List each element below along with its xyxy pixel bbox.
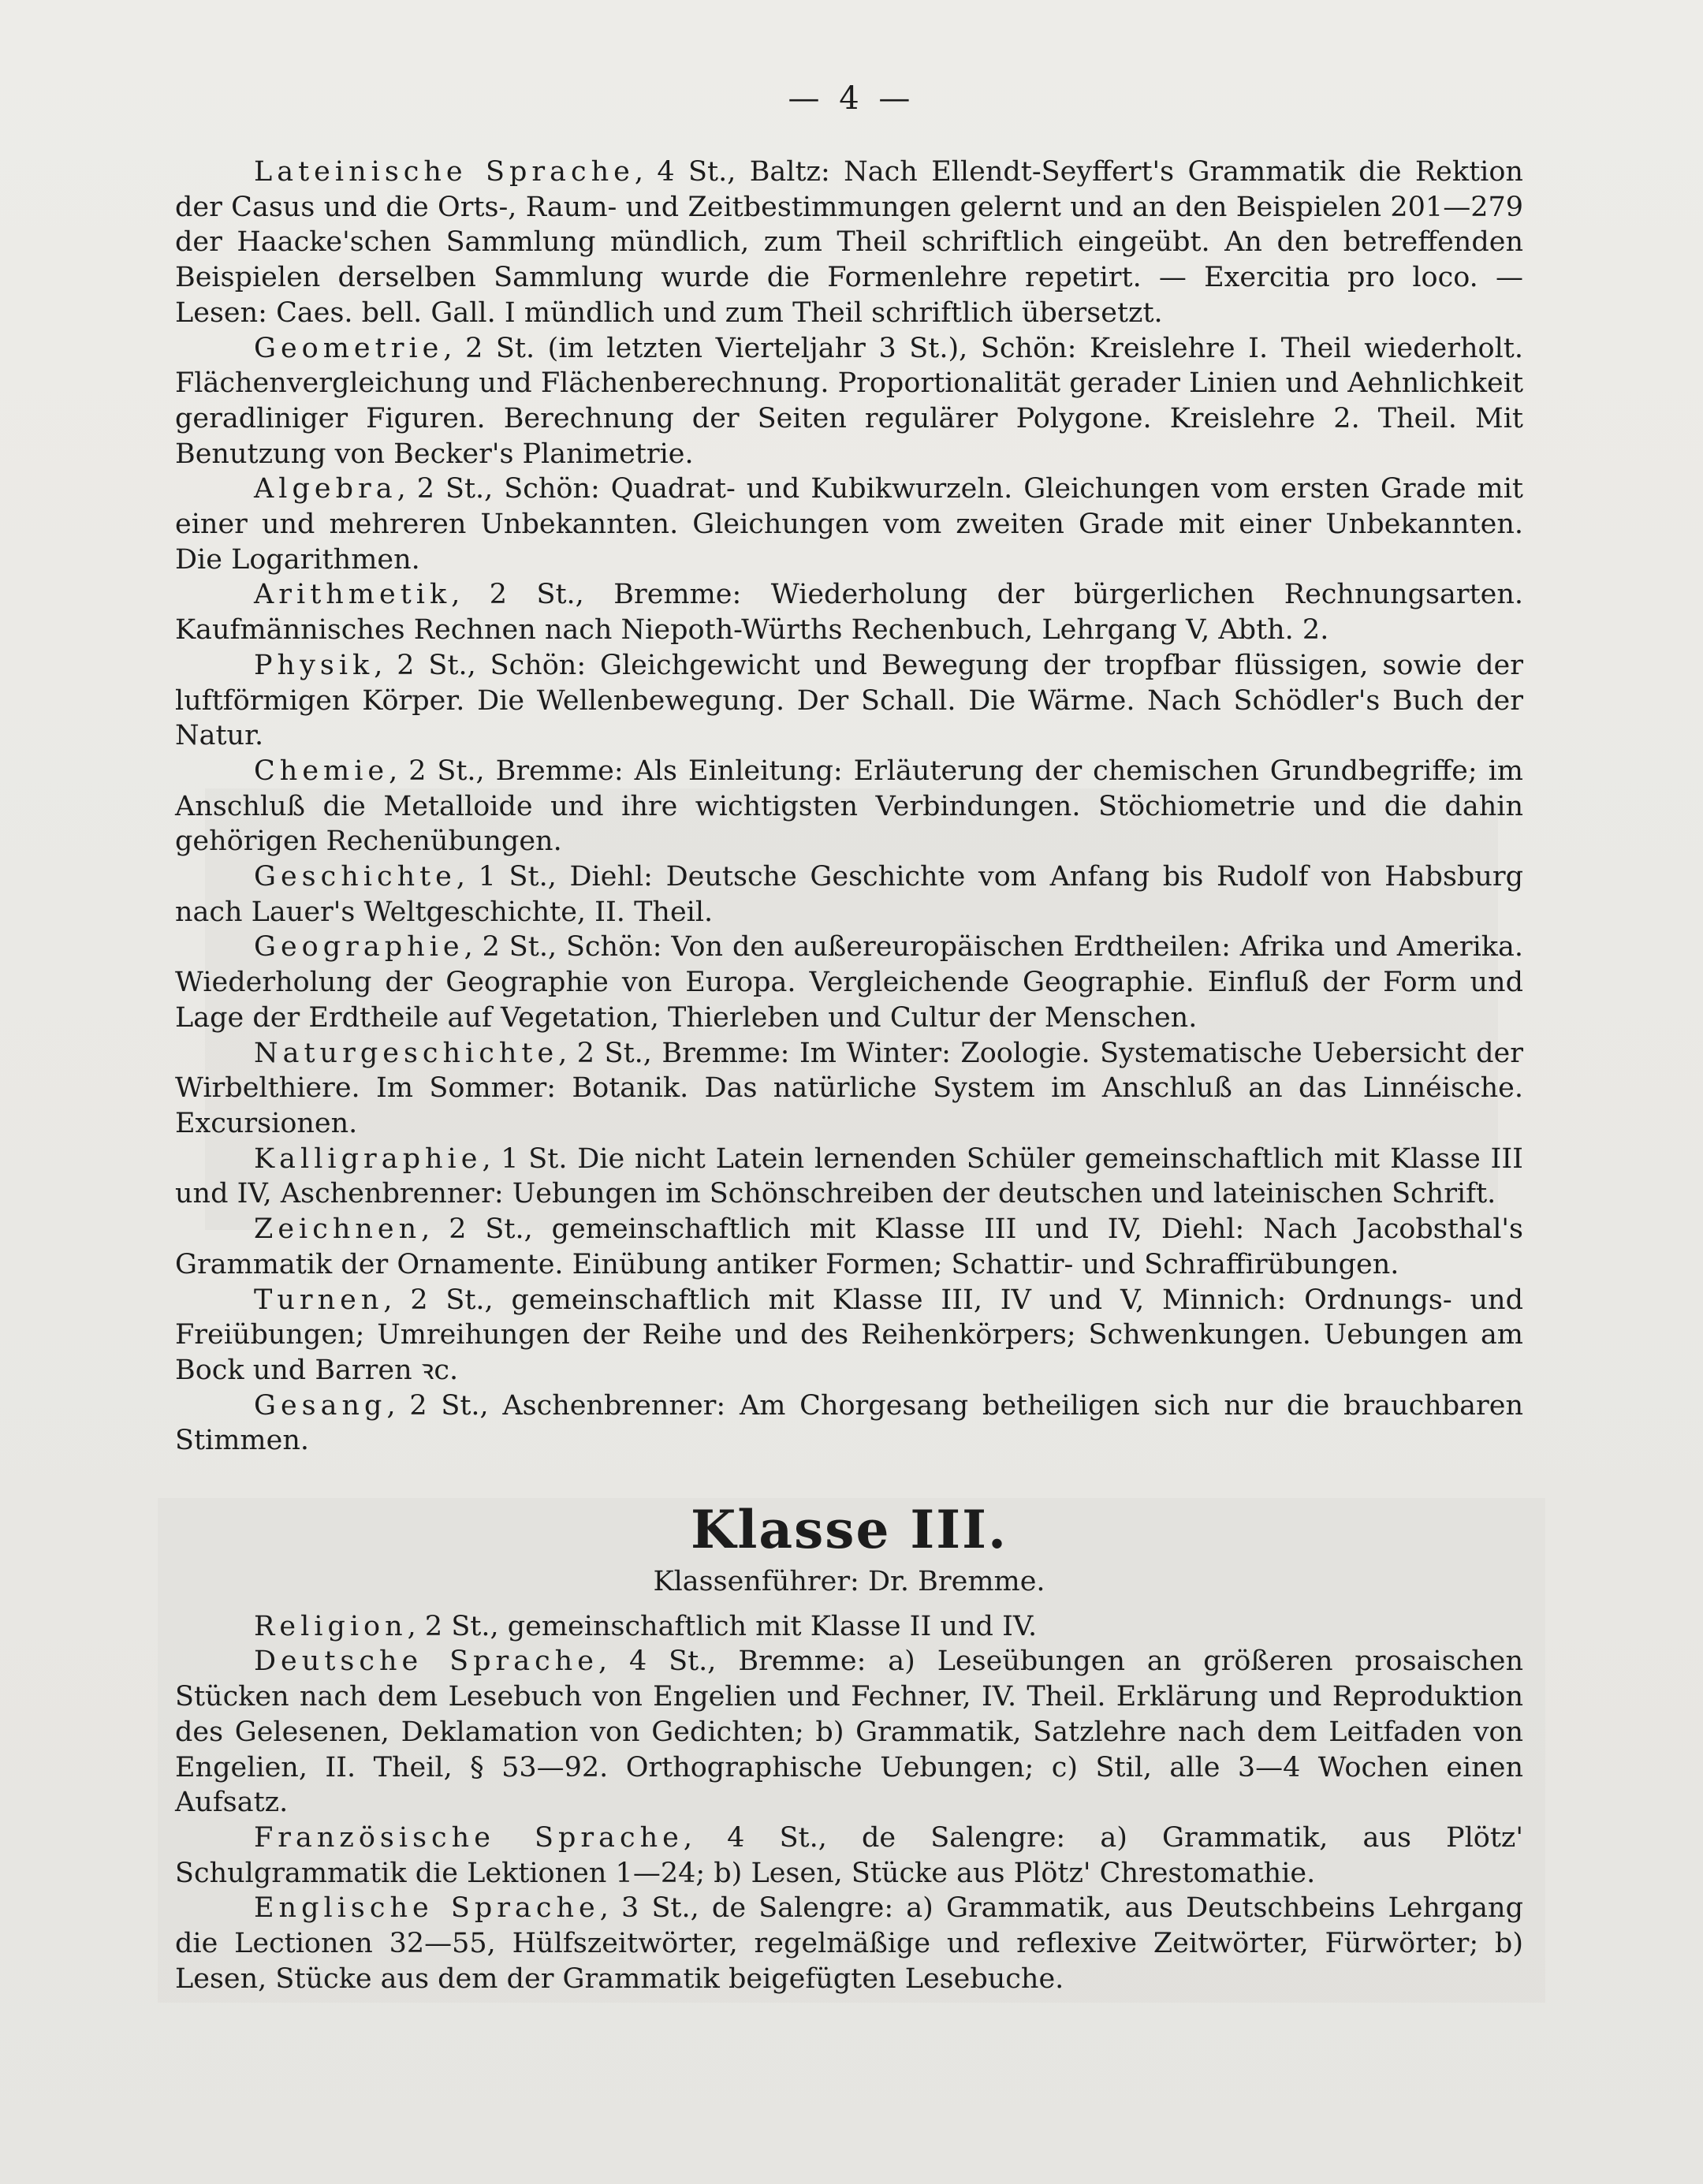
subject-description: , 2 St., Bremme: Als Einleitung: Erläuterung der chemischen Grundbegriffe; im Anschluß die Metalloide und ihre wichtigsten Verbindungen. Stöchiometrie und die dahin gehörigen Rechenübungen.	[175, 755, 1523, 858]
document-body	[175, 155, 1523, 1996]
subject-description: , 2 St., Aschenbrenner: Am Chorgesang betheiligen sich nur die brauchbaren Stimmen.	[175, 1389, 1523, 1457]
subject-description: , 4 St., Baltz: Nach Ellendt-Seyffert's Grammatik die Rektion der Casus und die Orts-, Raum- und Zeitbestimmungen gelernt und an den Beispielen 201—279 der Haacke'schen Sammlung mündlich, zum Theil schriftlich eingeübt. An den betreffenden Beispielen derselben Sammlung wurde die Formenlehre repetirt. — Exercitia pro loco. — Lesen: Caes. bell. Gall. I mündlich und zum Theil schriftlich übersetzt.	[175, 156, 1523, 329]
subject-name: Geschichte	[254, 861, 456, 893]
subject-description: , 2 St., Schön: Gleichgewicht und Bewegung der tropfbar flüssigen, sowie der luftförmigen Körper. Die Wellenbewegung. Der Schall. Die Wärme. Nach Schödler's Buch der Natur.	[175, 649, 1523, 752]
subject-description: , 4 St., de Salengre: a) Grammatik, aus Plötz' Schulgrammatik die Lektionen 1—24; b) Lesen, Stücke aus Plötz' Chrestomathie.	[175, 1821, 1523, 1889]
subject-paragraph	[175, 1388, 1523, 1459]
subject-paragraph	[175, 648, 1523, 754]
subject-paragraph	[175, 1036, 1523, 1142]
subject-name: Deutsche Sprache	[254, 1645, 598, 1678]
subject-paragraph	[175, 1644, 1523, 1821]
subject-paragraph	[175, 1212, 1523, 1282]
subject-paragraph	[175, 1142, 1523, 1212]
subject-name: Geometrie	[254, 332, 444, 364]
subject-name: Kalligraphie	[254, 1142, 483, 1175]
subject-name: Geographie	[254, 931, 464, 963]
subject-description: , 2 St., Schön: Quadrat- und Kubikwurzeln. Gleichungen vom ersten Grade mit einer und mehreren Unbekannten. Gleichungen vom zweiten Grade mit einer Unbekannten. Die Logarithmen.	[175, 473, 1523, 576]
subject-name: Französische Sprache	[254, 1821, 684, 1854]
subject-paragraph	[175, 155, 1523, 331]
subject-name: Lateinische Sprache	[254, 156, 635, 188]
subject-description: , 2 St., Bremme: Wiederholung der bürgerlichen Rechnungsarten. Kaufmännisches Rechnen nach Niepoth-Würths Rechenbuch, Lehrgang V, Abth. 2.	[175, 579, 1523, 647]
curriculum-list-class-ii	[175, 155, 1523, 1459]
subject-name: Algebra	[254, 473, 397, 505]
subject-description: , 2 St., Bremme: Im Winter: Zoologie. Systematische Uebersicht der Wirbelthiere. Im Sommer: Botanik. Das natürliche System im Anschluß an das Linnéische. Excursionen.	[175, 1037, 1523, 1139]
subject-name: Arithmetik	[254, 579, 452, 611]
subject-description: , 2 St., Schön: Von den außereuropäischen Erdtheilen: Afrika und Amerika. Wiederholung der Geographie von Europa. Vergleichende Geographie. Einfluß der Form und Lage der Erdtheile auf Vegetation, Thierleben und Cultur der Menschen.	[175, 931, 1523, 1034]
page-number: — 4 —	[788, 80, 915, 117]
subject-name: Naturgeschichte	[254, 1037, 559, 1069]
subject-name: Physik	[254, 649, 375, 681]
subject-description: , 3 St., de Salengre: a) Grammatik, aus Deutschbeins Lehrgang die Lectionen 32—55, Hülfszeitwörter, regelmäßige und reflexive Zeitwörter, Fürwörter; b) Lesen, Stücke aus dem der Grammatik beigefügten Lesebuche.	[175, 1892, 1523, 1995]
subject-description: , 4 St., Bremme: a) Leseübungen an größeren prosaischen Stücken nach dem Lesebuch von Engelien und Fechner, IV. Theil. Erklärung und Reproduktion des Gelesenen, Deklamation von Gedichten; b) Grammatik, Satzlehre nach dem Leitfaden von Engelien, II. Theil, § 53—92. Orthographische Uebungen; c) Stil, alle 3—4 Wochen einen Aufsatz.	[175, 1645, 1523, 1819]
subject-paragraph	[175, 331, 1523, 472]
subject-paragraph	[175, 1609, 1523, 1645]
subject-description: , 2 St., gemeinschaftlich mit Klasse II und IV.	[407, 1610, 1038, 1642]
subject-name: Gesang	[254, 1389, 387, 1422]
subject-paragraph	[175, 859, 1523, 930]
subject-name: Zeichnen	[254, 1213, 422, 1246]
section-heading: Klasse III.	[690, 1499, 1008, 1561]
subject-paragraph	[175, 1821, 1523, 1891]
subject-paragraph	[175, 754, 1523, 859]
subject-paragraph	[175, 930, 1523, 1035]
subject-name: Englische Sprache	[254, 1892, 600, 1925]
subject-name: Turnen	[254, 1284, 384, 1316]
subject-name: Religion	[254, 1610, 408, 1642]
subject-description: , 2 St., gemeinschaftlich mit Klasse III, IV und V, Minnich: Ordnungs- und Freiübungen; Umreihungen der Reihe und des Reihenkörpers; Schwenkungen. Uebungen am Bock und Barren ꝛc.	[175, 1284, 1523, 1386]
subject-description: , 1 St. Die nicht Latein lernenden Schüler gemeinschaftlich mit Klasse III und IV, Aschenbrenner: Uebungen im Schönschreiben der deutschen und lateinischen Schrift.	[175, 1142, 1523, 1210]
class-leader-line: Klassenführer: Dr. Bremme.	[653, 1566, 1045, 1598]
subject-description: , 2 St. (im letzten Vierteljahr 3 St.), Schön: Kreislehre I. Theil wiederholt. Flächenvergleichung und Flächenberechnung. Proportionalität gerader Linien und Aehnlichkeit geradliniger Figuren. Berechnung der Seiten regulärer Polygone. Kreislehre 2. Theil. Mit Benutzung von Becker's Planimetrie.	[175, 332, 1524, 470]
subject-paragraph	[175, 1283, 1523, 1388]
subject-paragraph	[175, 471, 1523, 577]
subject-paragraph	[175, 577, 1523, 647]
subject-description: , 1 St., Diehl: Deutsche Geschichte vom Anfang bis Rudolf von Habsburg nach Lauer's Weltgeschichte, II. Theil.	[175, 861, 1523, 928]
curriculum-list-class-iii	[175, 1609, 1523, 1997]
subject-description: , 2 St., gemeinschaftlich mit Klasse III und IV, Diehl: Nach Jacobsthal's Grammatik der Ornamente. Einübung antiker Formen; Schattir- und Schraffirübungen.	[175, 1213, 1523, 1280]
subject-paragraph	[175, 1891, 1523, 1996]
subject-name: Chemie	[254, 755, 389, 787]
